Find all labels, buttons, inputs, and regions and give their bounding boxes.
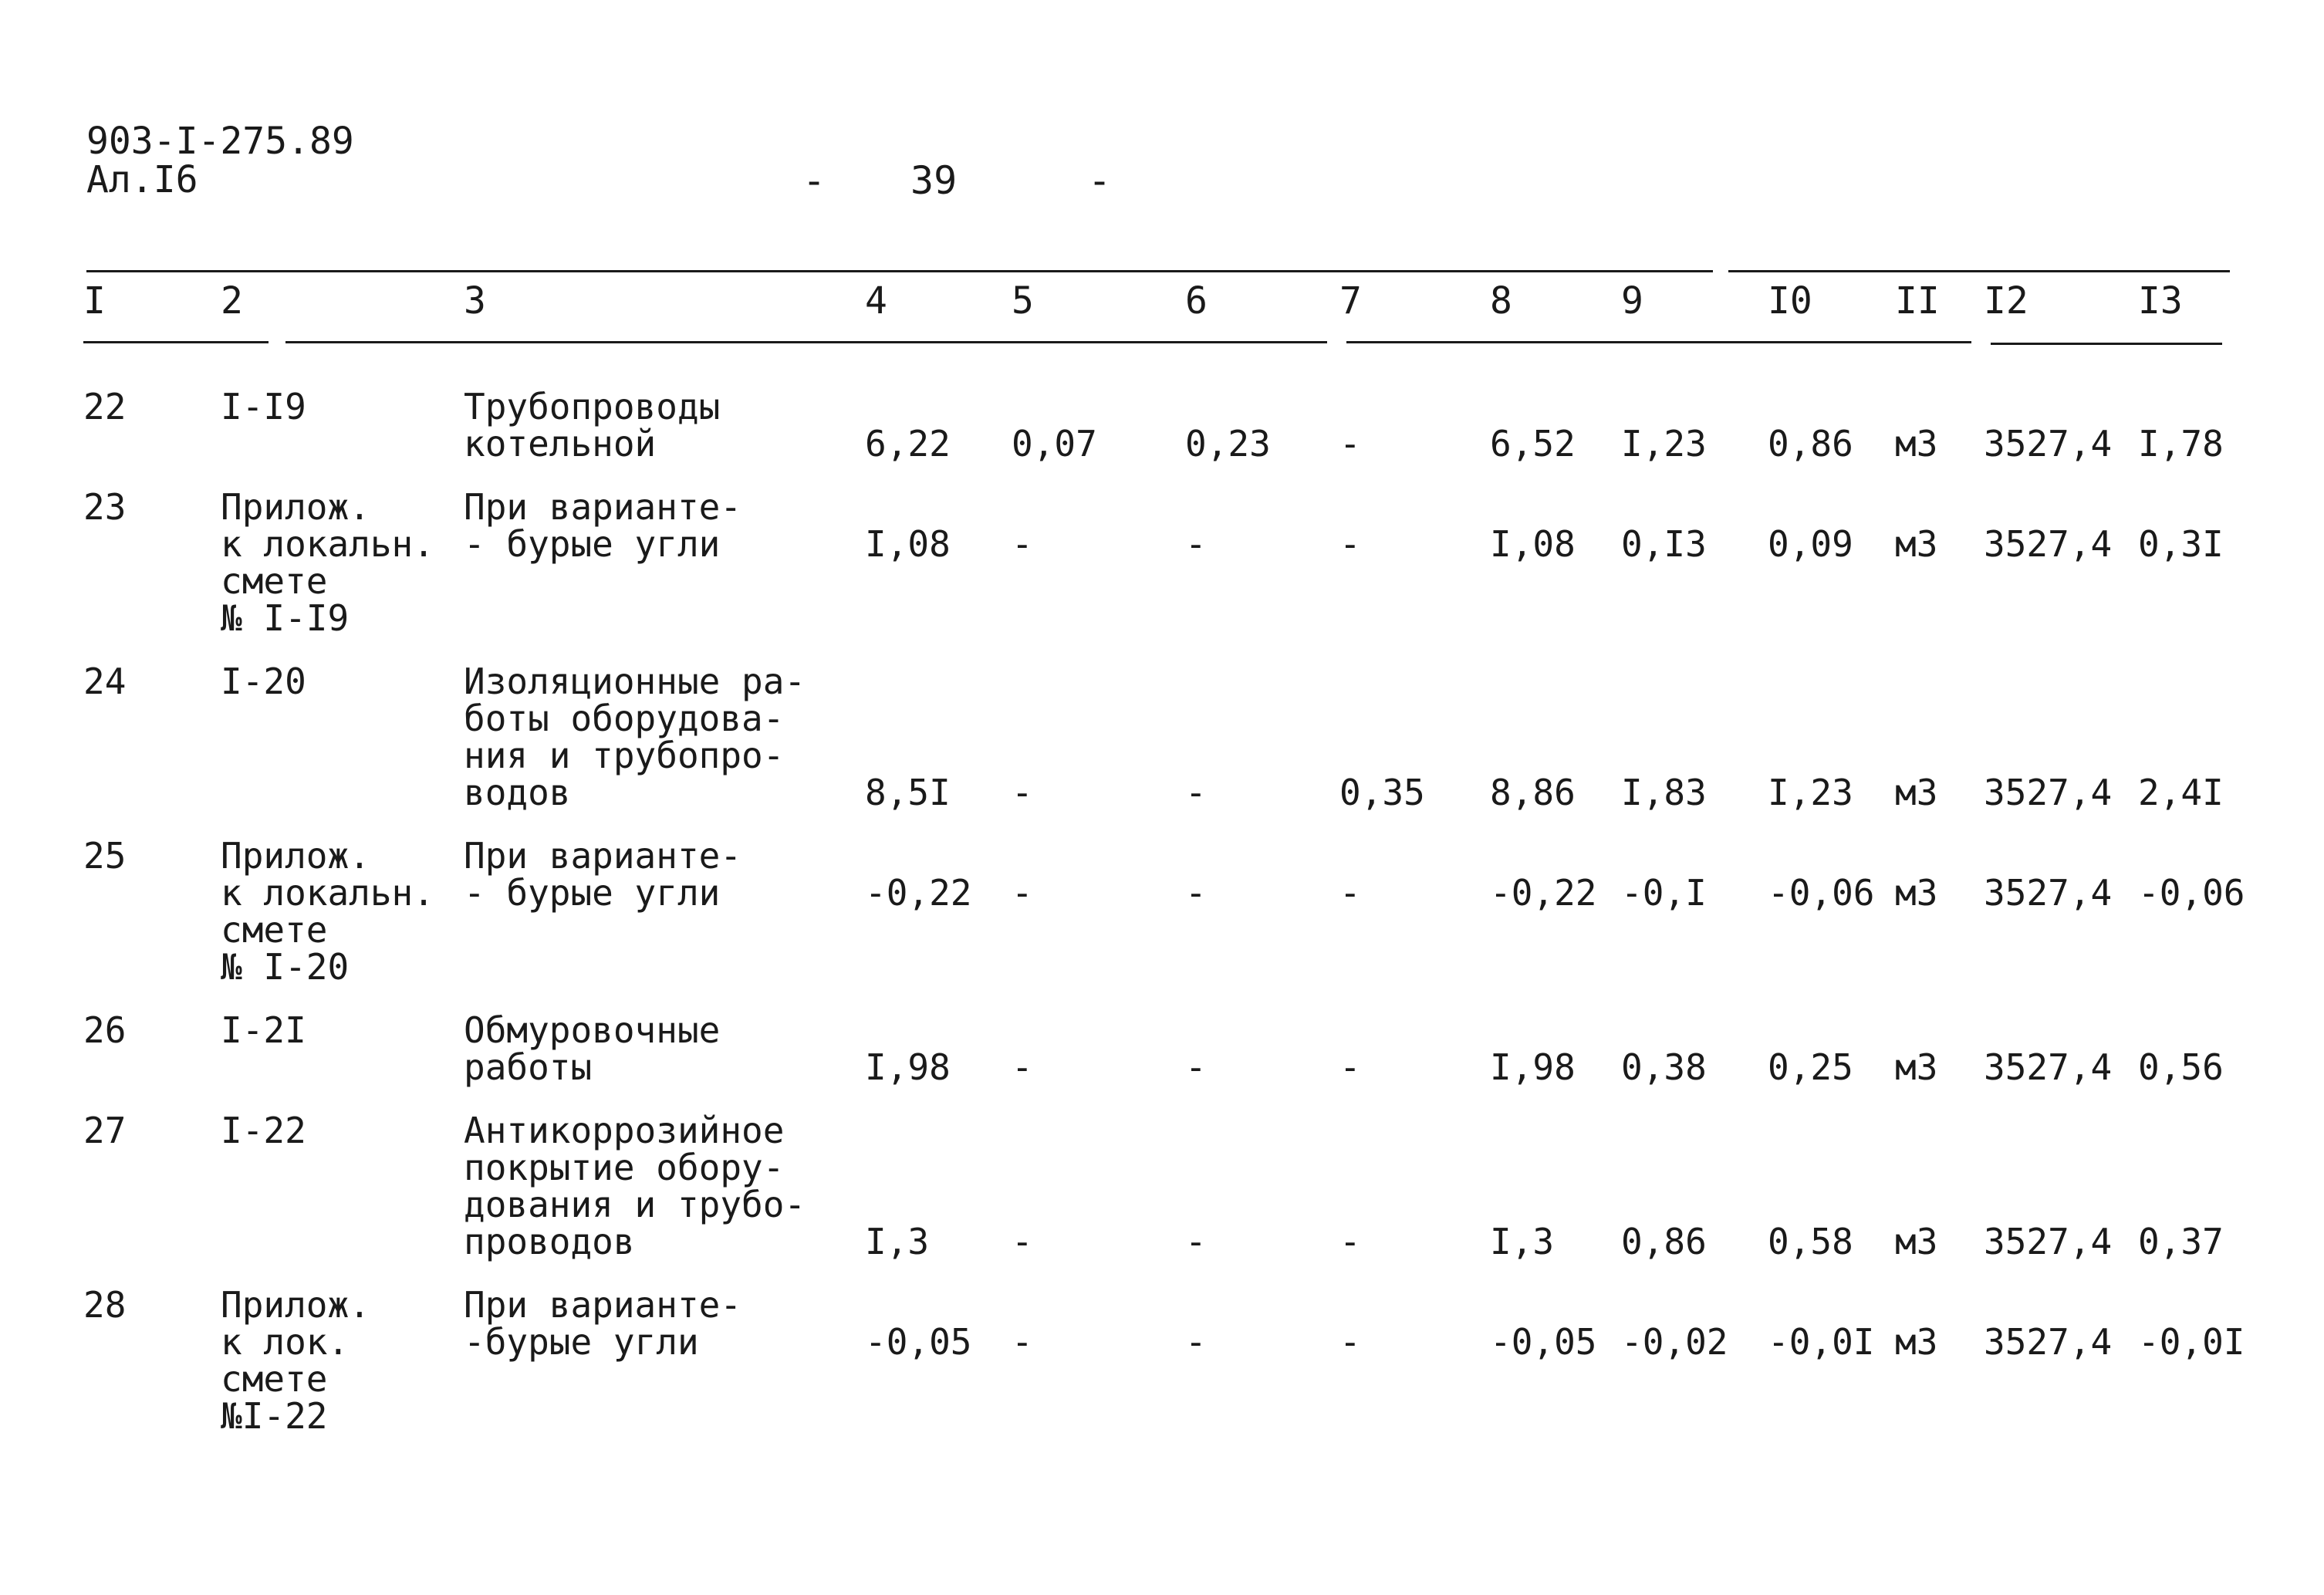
work-description-line: дования и трубо- — [464, 1184, 806, 1225]
work-description-line: При варианте- — [464, 1284, 742, 1326]
cell-value: -0,0I — [2138, 1321, 2245, 1363]
cell-value: 6,52 — [1490, 423, 1576, 465]
value-cell-c4 — [865, 488, 1012, 663]
column-header-10: I0 — [1768, 279, 1812, 323]
unit-cell — [1895, 1286, 1984, 1461]
value-cell-c5 — [1012, 488, 1185, 663]
value-cell-c5 — [1012, 837, 1185, 1012]
cell-value: I,78 — [2138, 423, 2224, 465]
row-number: 24 — [83, 661, 127, 702]
cell-value: 3527,4 — [1984, 772, 2113, 813]
estimate-reference-line: Прилож. — [221, 835, 370, 877]
estimate-reference-line: I-2I — [221, 1009, 306, 1051]
cell-value: -0,06 — [1768, 872, 1875, 914]
value-cell-c5 — [1012, 1012, 1185, 1112]
estimate-reference-line: № I-I9 — [221, 597, 350, 639]
cell-value: 3527,4 — [1984, 1046, 2113, 1088]
work-description-line: Обмуровочные — [464, 1009, 721, 1051]
work-description — [464, 488, 865, 663]
column-number-row — [83, 274, 2275, 328]
unit-value: м3 — [1895, 523, 1938, 565]
estimate-reference — [221, 663, 464, 837]
value-cell-c7 — [1339, 1012, 1490, 1112]
cell-value: -0,22 — [865, 872, 972, 914]
cell-value: -0,0I — [1768, 1321, 1875, 1363]
value-cell-c10 — [1768, 388, 1895, 488]
cell-value: - — [1185, 1321, 1207, 1363]
work-description-line: покрытие обору- — [464, 1147, 785, 1188]
value-cell-c4 — [865, 663, 1012, 837]
cell-value: - — [1339, 872, 1361, 914]
value-cell-c9 — [1621, 1286, 1768, 1461]
estimate-reference — [221, 388, 464, 488]
cell-value: - — [1012, 772, 1033, 813]
cell-value: 0,25 — [1768, 1046, 1853, 1088]
unit-value: м3 — [1895, 772, 1938, 813]
row-number: 25 — [83, 835, 127, 877]
value-cell-c4 — [865, 388, 1012, 488]
work-description-line: Изоляционные ра- — [464, 661, 806, 702]
value-cell-c6 — [1185, 1286, 1339, 1461]
work-description-line: боты оборудова- — [464, 698, 785, 739]
value-cell-c6 — [1185, 1012, 1339, 1112]
unit-value: м3 — [1895, 872, 1938, 914]
table-row — [83, 837, 2275, 1012]
estimate-reference-line: № I-20 — [221, 946, 350, 988]
estimate-reference — [221, 1009, 464, 1112]
cell-value: -0,05 — [865, 1321, 972, 1363]
value-cell-c6 — [1185, 1112, 1339, 1286]
cell-value: -0,05 — [1490, 1321, 1597, 1363]
header-top-rule-left — [86, 270, 1713, 272]
value-cell-c8 — [1490, 488, 1621, 663]
cell-value: 0,86 — [1621, 1221, 1707, 1262]
header-top-rule-right — [1728, 270, 2230, 272]
header-spacer — [83, 328, 2275, 388]
value-cell-c6 — [1185, 837, 1339, 1012]
unit-value: м3 — [1895, 1321, 1938, 1363]
estimate-reference-line: смете — [221, 560, 328, 602]
value-cell-c4 — [865, 1012, 1012, 1112]
value-cell-c13 — [2138, 388, 2275, 488]
unit-cell — [1895, 388, 1984, 488]
value-cell-c10 — [1768, 1112, 1895, 1286]
value-cell-c4 — [865, 1286, 1012, 1461]
table-row — [83, 1112, 2275, 1286]
estimate-reference-line: Прилож. — [221, 1284, 370, 1326]
cell-value: - — [1185, 523, 1207, 565]
value-cell-c6 — [1185, 488, 1339, 663]
value-cell-c9 — [1621, 837, 1768, 1012]
work-description — [464, 1286, 865, 1461]
column-header-5: 5 — [1012, 279, 1034, 323]
estimate-reference-line: к локальн. — [221, 872, 434, 914]
work-description — [464, 1112, 865, 1286]
table-header — [83, 274, 2275, 388]
document-code — [86, 122, 354, 199]
work-description — [464, 388, 865, 488]
column-header-3: 3 — [464, 279, 486, 323]
row-number: 23 — [83, 486, 127, 528]
value-cell-c5 — [1012, 1286, 1185, 1461]
column-header-2: 2 — [221, 279, 243, 323]
estimate-reference-line: к лок. — [221, 1321, 350, 1363]
cell-value: - — [1185, 1046, 1207, 1088]
value-cell-c7 — [1339, 1286, 1490, 1461]
unit-value: м3 — [1895, 423, 1938, 465]
cell-value: 3527,4 — [1984, 523, 2113, 565]
table-row — [83, 488, 2275, 663]
value-cell-c13 — [2138, 1112, 2275, 1286]
value-cell-c6 — [1185, 388, 1339, 488]
table-row — [83, 388, 2275, 488]
unit-cell — [1895, 1012, 1984, 1112]
cell-value: 0,35 — [1339, 772, 1425, 813]
work-description-line: - бурые угли — [464, 872, 721, 914]
work-description-line: При варианте- — [464, 486, 742, 528]
value-cell-c7 — [1339, 488, 1490, 663]
cell-value: I,08 — [1490, 523, 1576, 565]
cell-value: I,3 — [1490, 1221, 1555, 1262]
cell-value: I,3 — [865, 1221, 930, 1262]
cell-value: 0,09 — [1768, 523, 1853, 565]
row-number: 27 — [83, 1110, 127, 1151]
work-description-line: ния и трубопро- — [464, 735, 785, 776]
column-header-9: 9 — [1621, 279, 1643, 323]
page-number-dash-right: - — [1088, 158, 1112, 203]
row-number: 22 — [83, 386, 127, 427]
estimate-reference — [221, 1112, 464, 1286]
cell-value: - — [1339, 423, 1361, 465]
column-header-8: 8 — [1490, 279, 1512, 323]
value-cell-c9 — [1621, 488, 1768, 663]
value-cell-c10 — [1768, 663, 1895, 837]
work-description — [464, 837, 865, 1012]
column-header-13: I3 — [2138, 279, 2183, 323]
cell-value: I,08 — [865, 523, 951, 565]
value-cell-c13 — [2138, 663, 2275, 837]
value-cell-c5 — [1012, 388, 1185, 488]
value-cell-c8 — [1490, 1012, 1621, 1112]
unit-cell — [1895, 1112, 1984, 1286]
value-cell-c9 — [1621, 663, 1768, 837]
cell-value: 0,56 — [2138, 1046, 2224, 1088]
cell-value: 8,86 — [1490, 772, 1576, 813]
value-cell-c12 — [1984, 1286, 2138, 1461]
cell-value: -0,I — [1621, 872, 1707, 914]
value-cell-c9 — [1621, 1112, 1768, 1286]
work-description-line: -бурые угли — [464, 1321, 699, 1363]
cell-value: -0,02 — [1621, 1321, 1728, 1363]
cell-value: 3527,4 — [1984, 1321, 2113, 1363]
value-cell-c8 — [1490, 1112, 1621, 1286]
value-cell-c12 — [1984, 1112, 2138, 1286]
value-cell-c5 — [1012, 1112, 1185, 1286]
page-number-dash-left: - — [802, 158, 826, 203]
cell-value: -0,22 — [1490, 872, 1597, 914]
work-description-line: Антикоррозийное — [464, 1110, 785, 1151]
value-cell-c13 — [2138, 488, 2275, 663]
value-cell-c12 — [1984, 663, 2138, 837]
page-number: 39 — [910, 158, 958, 203]
cell-value: -0,06 — [2138, 872, 2245, 914]
value-cell-c10 — [1768, 1286, 1895, 1461]
cell-value: 0,3I — [2138, 523, 2224, 565]
cell-value: 0,I3 — [1621, 523, 1707, 565]
document-code-line2: Ал.I6 — [86, 158, 198, 201]
cell-value: 3527,4 — [1984, 1221, 2113, 1262]
value-cell-c4 — [865, 837, 1012, 1012]
cell-value: I,83 — [1621, 772, 1707, 813]
column-header-7: 7 — [1339, 279, 1362, 323]
work-description-line: работы — [464, 1046, 593, 1088]
value-cell-c7 — [1339, 388, 1490, 488]
cell-value: - — [1012, 1221, 1033, 1262]
cell-value: 0,07 — [1012, 423, 1097, 465]
unit-cell — [1895, 488, 1984, 663]
value-cell-c8 — [1490, 1286, 1621, 1461]
cell-value: - — [1339, 1221, 1361, 1262]
estimate-reference — [221, 837, 464, 1012]
cell-value: - — [1012, 523, 1033, 565]
work-description — [464, 663, 865, 837]
estimate-reference-line: I-22 — [221, 1110, 306, 1151]
column-header-4: 4 — [865, 279, 887, 323]
cell-value: I,23 — [1768, 772, 1853, 813]
value-cell-c12 — [1984, 837, 2138, 1012]
table-row — [83, 663, 2275, 837]
estimate-reference-line: смете — [221, 1358, 328, 1400]
cell-value: - — [1012, 872, 1033, 914]
estimate-reference-line: Прилож. — [221, 486, 370, 528]
unit-value: м3 — [1895, 1046, 1938, 1088]
cell-value: 0,23 — [1185, 423, 1271, 465]
value-cell-c7 — [1339, 1112, 1490, 1286]
work-description-line: - бурые угли — [464, 523, 721, 565]
work-description-line: При варианте- — [464, 835, 742, 877]
cell-value: - — [1339, 523, 1361, 565]
cell-value: - — [1185, 1221, 1207, 1262]
document-code-line1: 903-I-275.89 — [86, 120, 354, 163]
value-cell-c5 — [1012, 663, 1185, 837]
work-description-line: котельной — [464, 423, 657, 465]
cell-value: - — [1012, 1321, 1033, 1363]
value-cell-c9 — [1621, 388, 1768, 488]
row-number: 26 — [83, 1009, 127, 1051]
unit-cell — [1895, 837, 1984, 1012]
estimate-reference-line: №I-22 — [221, 1395, 328, 1437]
column-header-6: 6 — [1185, 279, 1208, 323]
work-description-line: водов — [464, 772, 571, 813]
value-cell-c8 — [1490, 837, 1621, 1012]
value-cell-c12 — [1984, 388, 2138, 488]
cell-value: 2,4I — [2138, 772, 2224, 813]
cell-value: 3527,4 — [1984, 872, 2113, 914]
cell-value: - — [1339, 1046, 1361, 1088]
value-cell-c13 — [2138, 1012, 2275, 1112]
cell-value: - — [1185, 772, 1207, 813]
estimate-reference-line: смете — [221, 909, 328, 951]
row-number: 28 — [83, 1284, 127, 1326]
cell-value: 0,38 — [1621, 1046, 1707, 1088]
value-cell-c7 — [1339, 663, 1490, 837]
value-cell-c12 — [1984, 1012, 2138, 1112]
column-header-11: II — [1895, 279, 1940, 323]
estimate-reference — [221, 488, 464, 663]
value-cell-c9 — [1621, 1012, 1768, 1112]
value-cell-c13 — [2138, 1286, 2275, 1461]
table-body — [83, 388, 2275, 1461]
cell-value: - — [1012, 1046, 1033, 1088]
work-description-line: Трубопроводы — [464, 386, 721, 427]
column-header-12: I2 — [1984, 279, 2028, 323]
cell-value: - — [1339, 1321, 1361, 1363]
cell-value: 0,86 — [1768, 423, 1853, 465]
cell-value: 3527,4 — [1984, 423, 2113, 465]
cell-value: 8,5I — [865, 772, 951, 813]
value-cell-c8 — [1490, 388, 1621, 488]
value-cell-c7 — [1339, 837, 1490, 1012]
cell-value: 0,58 — [1768, 1221, 1853, 1262]
value-cell-c10 — [1768, 488, 1895, 663]
cell-value: - — [1185, 872, 1207, 914]
estimate-reference-line: I-I9 — [221, 386, 306, 427]
work-description — [464, 1009, 865, 1112]
table-row — [83, 1286, 2275, 1461]
table-row — [83, 1012, 2275, 1112]
unit-value: м3 — [1895, 1221, 1938, 1262]
value-cell-c13 — [2138, 837, 2275, 1012]
value-cell-c4 — [865, 1112, 1012, 1286]
cell-value: 0,37 — [2138, 1221, 2224, 1262]
estimate-table — [83, 274, 2275, 1461]
estimate-reference-line: к локальн. — [221, 523, 434, 565]
estimate-reference-line: I-20 — [221, 661, 306, 702]
unit-cell — [1895, 663, 1984, 837]
cell-value: I,98 — [1490, 1046, 1576, 1088]
value-cell-c12 — [1984, 488, 2138, 663]
value-cell-c10 — [1768, 1012, 1895, 1112]
value-cell-c10 — [1768, 837, 1895, 1012]
estimate-reference — [221, 1286, 464, 1461]
work-description-line: проводов — [464, 1221, 635, 1262]
cell-value: I,23 — [1621, 423, 1707, 465]
value-cell-c8 — [1490, 663, 1621, 837]
cell-value: I,98 — [865, 1046, 951, 1088]
value-cell-c6 — [1185, 663, 1339, 837]
cell-value: 6,22 — [865, 423, 951, 465]
column-header-1: I — [83, 279, 106, 323]
